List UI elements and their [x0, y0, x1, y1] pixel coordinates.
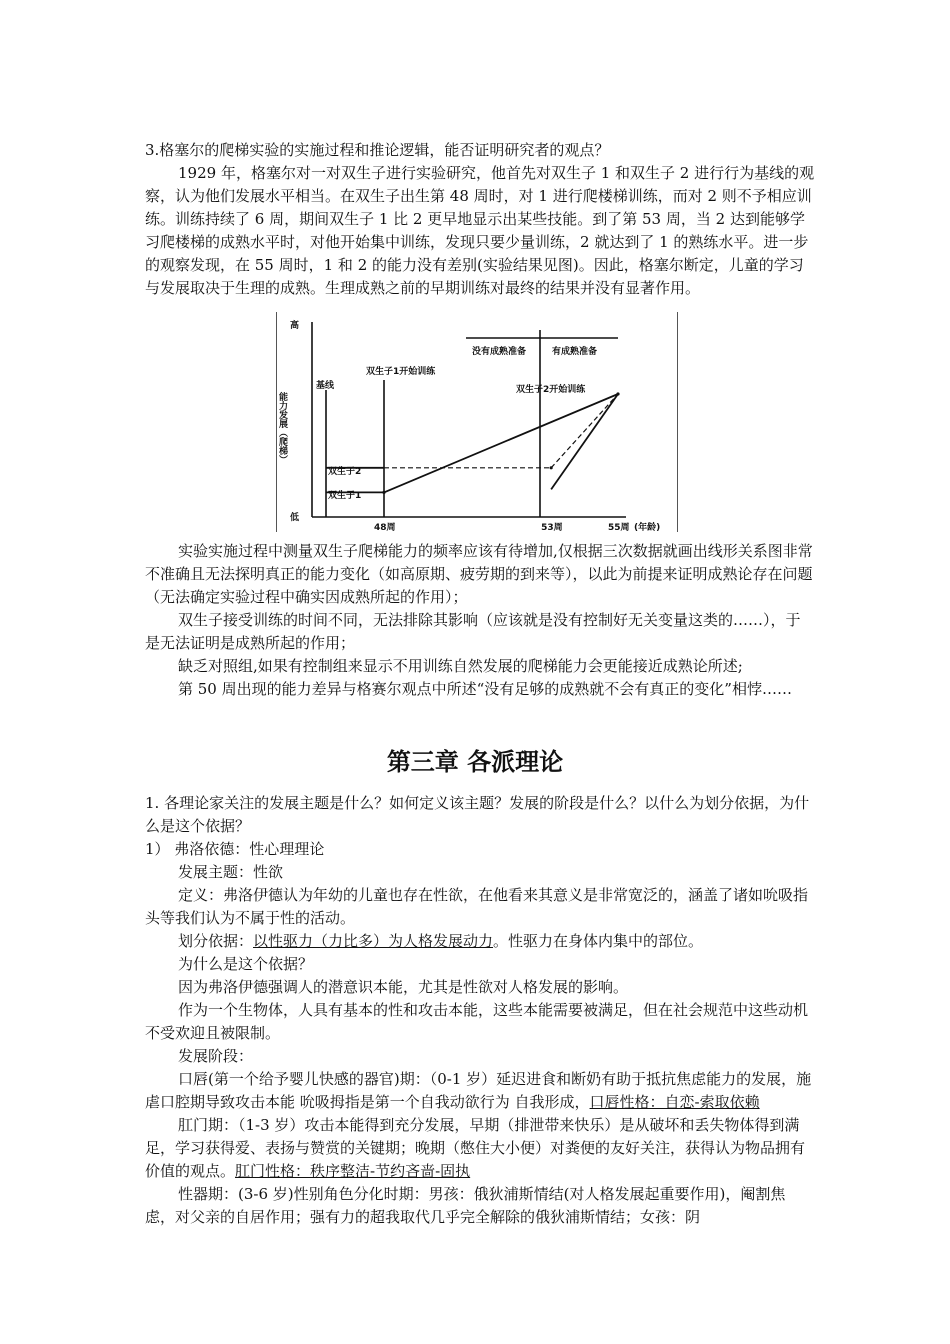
- gesell-chart: [276, 312, 678, 532]
- twin2-label: 双生子2: [328, 467, 362, 477]
- division-basis: [145, 930, 815, 953]
- not-ready-label: 没有成熟准备: [472, 347, 527, 357]
- why-question: 为什么是这个依据？: [178, 955, 314, 973]
- answer-4: 第 50 周出现的能力差异与格赛尔观点中所述“没有足够的成熟就不会有真正的变化”相悖……: [178, 680, 792, 698]
- y-low-label: 低: [290, 513, 300, 523]
- ready-label: 有成熟准备: [552, 347, 598, 357]
- oral-text: 口唇(第一个给予婴儿快感的器官)期：（0-1 岁）延迟进食和断奶有助于抵抗焦虑能力的发展，施虐口腔期导致攻击本能 吮吸拇指是第一个自我动欲行为 自我形成，: [145, 1070, 812, 1111]
- series-point: [616, 392, 619, 395]
- twin1-label: 双生子1: [328, 491, 362, 501]
- x-tick-label: 53周: [541, 523, 563, 532]
- series-point: [550, 466, 553, 469]
- chapter-title: 第三章 各派理论: [386, 747, 564, 776]
- x-tick-label: 55周: [608, 523, 630, 532]
- twin2-start-label: 双生子2开始训练: [516, 385, 586, 395]
- answer-1: 实验实施过程中测量双生子爬梯能力的频率应该有待增加,仅根据三次数据就画出线形关系图非常不准确且无法探明真正的能力变化（如高原期、疲劳期的到来等），以此为前提来证明成熟论存在问题（无法确定实验过程中确实因成熟所起的作用）；: [145, 542, 813, 606]
- chart-svg: [276, 312, 678, 532]
- experiment-description: 1929 年，格塞尔对一对双生子进行实验研究，他首先对双生子 1 和双生子 2 进行行为基线的观察，认为他们发展水平相当。在双生子出生第 48 周时，对 1 进行爬楼梯训练，而对 2 则不予相应训练。训练持续了 6 周，期间双生子 1 比 2 更早地显示出某些技能。到了第 53 周，当 2 达到能够学习爬楼梯的成熟水平时，对他开始集中训练，发现只要少量训练，2 就达到了 1 的熟练水平。进一步的观察发现，在 55 周时，1 和 2 的能力没有差别(实验结果见图)。因此，格塞尔断定，儿童的学习与发展取决于生理的成熟。生理成熟之前的早期训练对最终的结果并没有显著作用。: [145, 164, 815, 297]
- chart-static-layer: [277, 319, 660, 532]
- answer-2: 双生子接受训练的时间不同，无法排除其影响（应该就是没有控制好无关变量这类的……），于是无法证明是成熟所起的作用；: [145, 611, 801, 652]
- x-axis-label: (年龄): [634, 523, 661, 532]
- why-answer-2: 作为一个生物体，人具有基本的性和攻击本能，这些本能需要被满足，但在社会规范中这些动机不受欢迎且被限制。: [145, 1001, 809, 1042]
- basis-prefix: 划分依据：: [178, 932, 254, 950]
- series-point: [382, 491, 385, 494]
- oral-stage: [145, 1068, 815, 1114]
- anal-personality: 肛门性格：秩序整洁-节约吝啬-固执: [235, 1162, 471, 1180]
- chapter-question-1: 1. 各理论家关注的发展主题是什么？如何定义该主题？发展的阶段是什么？以什么为划分依据，为什么是这个依据？: [145, 794, 810, 835]
- theme-definition: 定义：弗洛伊德认为年幼的儿童也存在性欲，在他看来其意义是非常宽泛的，涵盖了诸如吮吸指头等我们认为不属于性的活动。: [145, 886, 809, 927]
- oral-personality: 口唇性格：自恋-索取依赖: [589, 1093, 760, 1111]
- chart-marks-layer: [326, 392, 630, 532]
- basis-underlined: 以性驱力（力比多）为人格发展动力: [253, 932, 494, 950]
- development-theme: 发展主题：性欲: [178, 863, 284, 881]
- stages-heading: 发展阶段：: [178, 1047, 254, 1065]
- twin2-series-rise: [551, 394, 618, 468]
- twin1-start-label: 双生子1开始训练: [366, 367, 436, 377]
- anal-stage: [145, 1114, 815, 1183]
- y-axis-label: 能力发展（爬梯）: [277, 392, 287, 464]
- question-3: 3.格塞尔的爬梯实验的实施过程和推论逻辑，能否证明研究者的观点？: [145, 141, 610, 159]
- answer-3: 缺乏对照组,如果有控制组来显示不用训练自然发展的爬梯能力会更能接近成熟论所述;: [178, 657, 743, 675]
- why-answer-1: 因为弗洛伊德强调人的潜意识本能，尤其是性欲对人格发展的影响。: [178, 978, 629, 996]
- baseline-label: 基线: [316, 381, 335, 391]
- phallic-stage: 性器期：(3-6 岁)性别角色分化时期：男孩：俄狄浦斯情结(对人格发展起重要作用)，阉割焦虑，对父亲的自居作用；强有力的超我取代几乎完全解除的俄狄浦斯情结；女孩：阴: [145, 1185, 786, 1226]
- basis-suffix: 。性驱力在身体内集中的部位。: [493, 932, 704, 950]
- x-tick-label: 48周: [374, 523, 396, 532]
- freud-heading: 1） 弗洛依德：性心理理论: [145, 840, 325, 858]
- y-high-label: 高: [290, 321, 300, 331]
- anal-text: 肛门期：（1-3 岁）攻击本能得到充分发展，早期（排泄带来快乐）是从破坏和丢失物体得到满足，学习获得爱、表扬与赞赏的关键期；晚期（憋住大小便）对粪便的友好关注，获得认为物品拥有价值的观点。: [145, 1116, 806, 1180]
